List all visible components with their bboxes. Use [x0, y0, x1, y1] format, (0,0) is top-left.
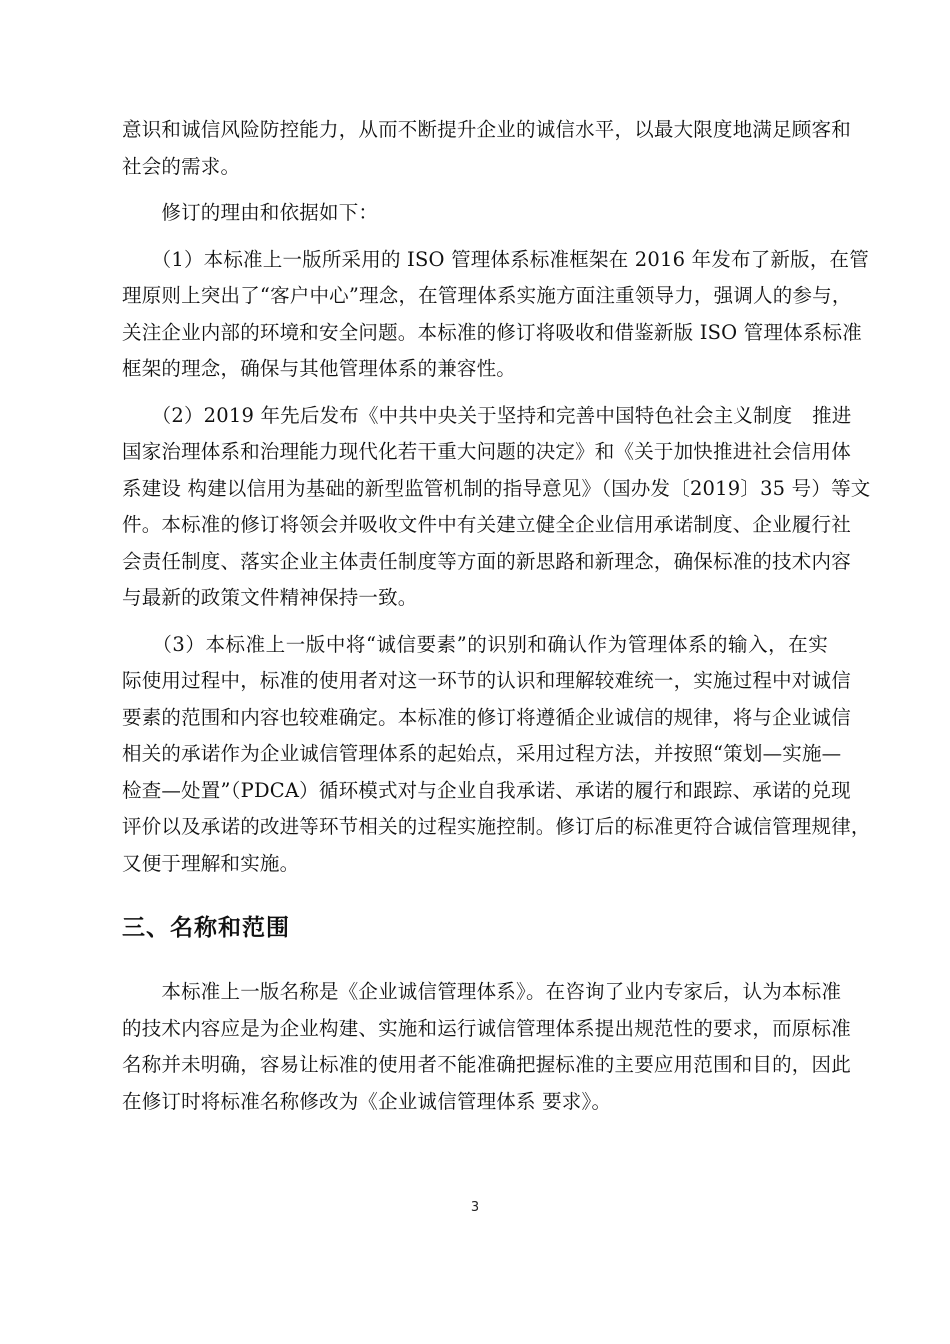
- name-scope-paragraph: [122, 974, 851, 1120]
- page-number: 3: [470, 1200, 480, 1215]
- text-line: 国家治理体系和治理能力现代化若干重大问题的决定》和《关于加快推进社会信用体: [122, 440, 851, 463]
- text-line: 修订的理由和依据如下：: [122, 201, 379, 224]
- text-line: 意识和诚信风险防控能力，从而不断提升企业的诚信水平，以最大限度地满足顾客和: [122, 118, 851, 141]
- revision-reasons-lead: [122, 195, 828, 232]
- text-line: 系建设 构建以信用为基础的新型监管机制的指导意见》（国办发〔2019〕35 号）等文: [122, 476, 871, 500]
- text-line: 的技术内容应是为企业构建、实施和运行诚信管理体系提出规范性的要求，而原标准: [122, 1016, 851, 1040]
- text-line: （2）2019 年先后发布《中共中央关于坚持和完善中国特色社会主义制度 推进: [122, 403, 852, 427]
- text-line: 要素的范围和内容也较难确定。本标准的修订将遵循企业诚信的规律，将与企业诚信: [122, 705, 851, 729]
- text-line: 与最新的政策文件精神保持一致。: [122, 586, 418, 609]
- text-line: （1）本标准上一版所采用的 ISO 管理体系标准框架在 2016 年发布了新版，在管: [122, 247, 869, 271]
- text-line: 名称并未明确，容易让标准的使用者不能准确把握标准的主要应用范围和目的，因此: [122, 1053, 851, 1076]
- text-line: 又便于理解和实施。: [122, 851, 300, 875]
- text-line: 本标准上一版名称是《企业诚信管理体系》。在咨询了业内专家后，认为本标准: [122, 980, 842, 1003]
- text-line: 框架的理念，确保与其他管理体系的兼容性。: [122, 357, 517, 380]
- text-line: 件。本标准的修订将领会并吸收文件中有关建立健全企业信用承诺制度、企业履行社: [122, 513, 851, 536]
- text-line: 相关的承诺作为企业诚信管理体系的起始点，采用过程方法，并按照“策划—实施—: [122, 742, 842, 765]
- intro-paragraph: [122, 112, 851, 185]
- document-page: [122, 112, 871, 1130]
- text-line: 在修订时将标准名称修改为《企业诚信管理体系 要求》。: [122, 1089, 612, 1113]
- text-line: 际使用过程中，标准的使用者对这一环节的认识和理解较难统一，实施过程中对诚信: [122, 669, 851, 692]
- section-heading: 三、名称和范围: [122, 915, 290, 941]
- text-line: 检查—处置”（PDCA）循环模式对与企业自我承诺、承诺的履行和跟踪、承诺的兑现: [122, 778, 851, 802]
- text-line: 理原则上突出了“客户中心”理念，在管理体系实施方面注重领导力，强调人的参与，: [122, 284, 852, 307]
- text-line: 社会的需求。: [122, 154, 241, 178]
- text-line: 评价以及承诺的改进等环节相关的过程实施控制。修订后的标准更符合诚信管理规律，: [122, 815, 871, 838]
- text-line: 关注企业内部的环境和安全问题。本标准的修订将吸收和借鉴新版 ISO 管理体系标准: [122, 320, 862, 344]
- reason-1-paragraph: [122, 242, 869, 388]
- text-line: 会责任制度、落实企业主体责任制度等方面的新思路和新理念，确保标准的技术内容: [122, 549, 851, 573]
- reason-2-paragraph: [122, 398, 871, 617]
- text-line: （3）本标准上一版中将“诚信要素”的识别和确认作为管理体系的输入，在实: [122, 632, 828, 656]
- reason-3-paragraph: [122, 627, 871, 883]
